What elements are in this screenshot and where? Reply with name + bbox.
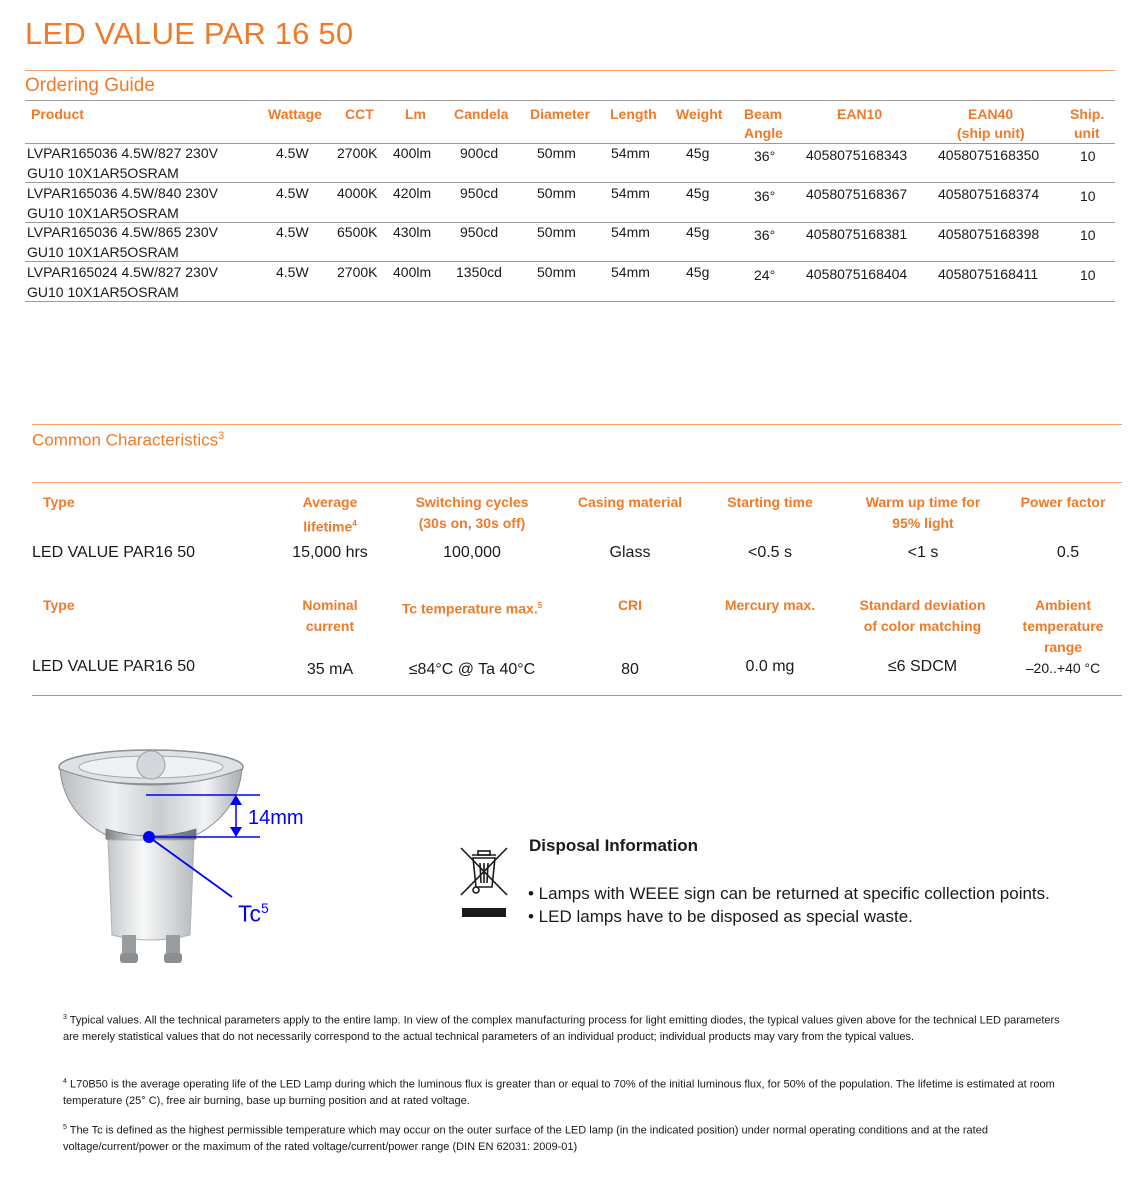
beam-angle-cell: 36° [754, 188, 776, 204]
length-cell: 54mm [611, 185, 650, 201]
lm-cell: 420lm [393, 185, 432, 201]
ship-unit-cell: 10 [1080, 227, 1096, 243]
candela-cell: 900cd [460, 145, 499, 161]
cc-header-ambient-line2: temperature [1022, 618, 1104, 634]
col-header-diameter: Diameter [530, 106, 590, 122]
wattage-cell: 4.5W [276, 185, 309, 201]
ean40-cell: 4058075168350 [938, 147, 1040, 163]
cc-header-power-factor: Power factor [1020, 494, 1106, 510]
page-title: LED VALUE PAR 16 50 [25, 16, 354, 51]
col-header-length: Length [610, 106, 657, 122]
disposal-title: Disposal Information [529, 836, 699, 855]
weee-crossed-bin-icon [458, 845, 510, 925]
common-divider [32, 424, 1122, 425]
common-bottom-divider [32, 695, 1122, 696]
footnote-ref: 5 [261, 900, 269, 916]
cc-value-tc: ≤84°C @ Ta 40°C [408, 661, 536, 678]
footnote-ref: 5 [537, 601, 543, 610]
ean10-cell: 4058075168367 [806, 186, 908, 202]
weight-cell: 45g [686, 264, 710, 280]
cc-value-lifetime: 15,000 hrs [292, 544, 368, 561]
cc-header-cri: CRI [617, 597, 643, 613]
footnote-ref: 4 [63, 1078, 67, 1085]
footnote-5 [63, 1120, 1063, 1155]
ean10-cell: 4058075168404 [806, 266, 908, 282]
cc-header-lifetime-text: lifetime [303, 518, 353, 535]
cc-header-ambient-line3: range [1043, 639, 1083, 655]
ship-unit-cell: 10 [1080, 148, 1096, 164]
cct-cell: 6500K [337, 224, 378, 240]
beam-angle-cell: 36° [754, 227, 776, 243]
cc-header-current-line2: current [305, 618, 355, 634]
tc-label-text: Tc [238, 900, 261, 927]
common-header-divider [32, 482, 1122, 483]
diameter-cell: 50mm [537, 185, 576, 201]
diameter-cell: 50mm [537, 224, 576, 240]
product-code-line1: LVPAR165036 4.5W/865 230V [27, 224, 218, 240]
lm-cell: 400lm [393, 145, 432, 161]
cc-header-switching [392, 492, 552, 534]
wattage-cell: 4.5W [276, 264, 309, 280]
product-code-line1: LVPAR165036 4.5W/840 230V [27, 185, 218, 201]
lm-cell: 430lm [393, 224, 432, 240]
cc-header-mercury: Mercury max. [724, 597, 816, 613]
footnote-text: L70B50 is the average operating life of the LED Lamp during which the luminous flux is greater than or equal to 70% of the initial luminous flux, for 50% of the population. The lifetime is estimated at room temperature (25° C), free air burning, base up burning position and at rated voltage. [63, 1078, 1055, 1107]
cc-header-current-line1: Nominal [302, 597, 358, 613]
col-header-candela: Candela [454, 106, 509, 122]
candela-cell: 950cd [460, 185, 499, 201]
cc-header-starting: Starting time [727, 494, 813, 510]
col-header-weight: Weight [676, 106, 723, 122]
cc-header-switching-line1: Switching cycles [415, 494, 529, 510]
diameter-cell: 50mm [537, 264, 576, 280]
ean10-cell: 4058075168381 [806, 226, 908, 242]
wattage-cell: 4.5W [276, 145, 309, 161]
cc-header-type: Type [43, 494, 75, 510]
table-bottom-divider [25, 301, 1115, 302]
cc-header-casing: Casing material [577, 494, 683, 510]
cc-header-warmup-line2: 95% light [892, 515, 954, 531]
cc-header-current [280, 595, 380, 637]
cc-value-type: LED VALUE PAR16 50 [32, 544, 196, 561]
cc-header-sdcm-line1: Standard deviation [859, 597, 986, 613]
candela-cell: 1350cd [456, 264, 502, 280]
ordering-header-divider [25, 100, 1115, 101]
cc-value-ambient: –20..+40 °C [1025, 660, 1101, 676]
cc-header-lifetime-line2 [280, 513, 380, 538]
weight-cell: 45g [686, 185, 710, 201]
cc-header-warmup-line1: Warm up time for [865, 494, 981, 510]
diameter-cell: 50mm [537, 145, 576, 161]
beam-angle-cell: 36° [754, 148, 776, 164]
col-header-cct: CCT [345, 106, 374, 122]
cct-cell: 4000K [337, 185, 378, 201]
tc-label [238, 900, 269, 928]
disposal-item: • Lamps with WEEE sign can be returned at specific collection points. [528, 884, 1050, 903]
ean40-cell: 4058075168398 [938, 226, 1040, 242]
footnote-3 [63, 1010, 1063, 1045]
col-header-wattage: Wattage [268, 106, 322, 122]
cc-header-ambient [1008, 595, 1118, 658]
cc-header-type: Type [43, 597, 75, 613]
lamp-illustration [50, 745, 350, 975]
common-characteristics-heading [32, 430, 224, 451]
ship-unit-cell: 10 [1080, 188, 1096, 204]
common-heading-text: Common Characteristics [32, 430, 219, 450]
cc-header-warmup [848, 492, 998, 534]
footnote-ref: 5 [63, 1124, 67, 1131]
dimension-label: 14mm [248, 807, 304, 829]
footnote-text: Typical values. All the technical parameters apply to the entire lamp. In view of the complex manufacturing process for light emitting diodes, the typical values given above for the technical LED parameters are merely statistical values that do not necessarily correspond to the actual technical parameters of an individual product; individual products may vary from the typical values. [63, 1014, 1060, 1043]
weight-cell: 45g [686, 224, 710, 240]
footnote-ref: 4 [352, 519, 357, 528]
ean10-cell: 4058075168343 [806, 147, 908, 163]
footnote-ref: 3 [63, 1014, 67, 1021]
ean40-cell: 4058075168374 [938, 186, 1040, 202]
product-code-line2: GU10 10X1AR5OSRAM [27, 165, 179, 181]
cc-value-mercury: 0.0 mg [745, 658, 795, 675]
beam-angle-cell: 24° [754, 267, 776, 283]
cc-value-casing: Glass [609, 544, 651, 561]
cc-header-tc [388, 595, 556, 620]
cc-value-current: 35 mA [306, 661, 354, 678]
cc-header-lifetime [280, 492, 380, 538]
candela-cell: 950cd [460, 224, 499, 240]
footnote-text: The Tc is defined as the highest permissible temperature which may occur on the outer surface of the LED lamp (in the indicated position) under normal operating conditions and at the rated voltage/current/power or the maximum of the rated voltage/current/power range (DIN EN 62031: 2009-01) [63, 1124, 988, 1153]
product-code-line2: GU10 10X1AR5OSRAM [27, 284, 179, 300]
cc-value-sdcm: ≤6 SDCM [887, 658, 958, 675]
cc-header-lifetime-line1: Average [302, 494, 358, 510]
cct-cell: 2700K [337, 264, 378, 280]
footnote-ref: 3 [218, 430, 225, 442]
col-header-angle: Angle [744, 125, 783, 141]
product-code-line1: LVPAR165036 4.5W/827 230V [27, 145, 218, 161]
col-header-unit: unit [1074, 125, 1100, 141]
length-cell: 54mm [611, 264, 650, 280]
col-header-beam: Beam [744, 106, 783, 122]
cct-cell: 2700K [337, 145, 378, 161]
cc-value-starting: <0.5 s [747, 544, 793, 561]
product-code-line2: GU10 10X1AR5OSRAM [27, 244, 179, 260]
cc-header-sdcm [845, 595, 1000, 637]
col-header-product: Product [31, 106, 84, 122]
length-cell: 54mm [611, 224, 650, 240]
col-header-ship: Ship. [1070, 106, 1105, 122]
length-cell: 54mm [611, 145, 650, 161]
cc-header-tc-text: Tc temperature max. [401, 600, 538, 617]
ean40-cell: 4058075168411 [938, 266, 1039, 282]
lamp-diagram [50, 745, 350, 975]
product-code-line1: LVPAR165024 4.5W/827 230V [27, 264, 218, 280]
cc-header-switching-line2: (30s on, 30s off) [418, 515, 526, 531]
weight-cell: 45g [686, 145, 710, 161]
product-code-line2: GU10 10X1AR5OSRAM [27, 205, 179, 221]
weee-icon-graphic [458, 845, 510, 925]
cc-value-type: LED VALUE PAR16 50 [32, 658, 196, 675]
cc-value-warmup: <1 s [907, 544, 939, 561]
cc-value-power-factor: 0.5 [1056, 544, 1080, 561]
col-header-lm: Lm [405, 106, 426, 122]
cc-value-cri: 80 [621, 661, 639, 678]
disposal-item: • LED lamps have to be disposed as special waste. [528, 907, 913, 926]
wattage-cell: 4.5W [276, 224, 309, 240]
cc-header-ambient-line1: Ambient [1035, 597, 1091, 613]
footnote-4 [63, 1074, 1063, 1109]
col-header-ean10: EAN10 [837, 106, 883, 122]
cc-header-sdcm-line2: of color matching [863, 618, 982, 634]
col-header-ship-unit-note: (ship unit) [957, 125, 1025, 141]
ordering-guide-heading: Ordering Guide [25, 75, 155, 96]
lm-cell: 400lm [393, 264, 432, 280]
cc-value-switching: 100,000 [443, 544, 501, 561]
ship-unit-cell: 10 [1080, 267, 1096, 283]
col-header-ean40: EAN40 [968, 106, 1014, 122]
title-divider [25, 70, 1115, 71]
